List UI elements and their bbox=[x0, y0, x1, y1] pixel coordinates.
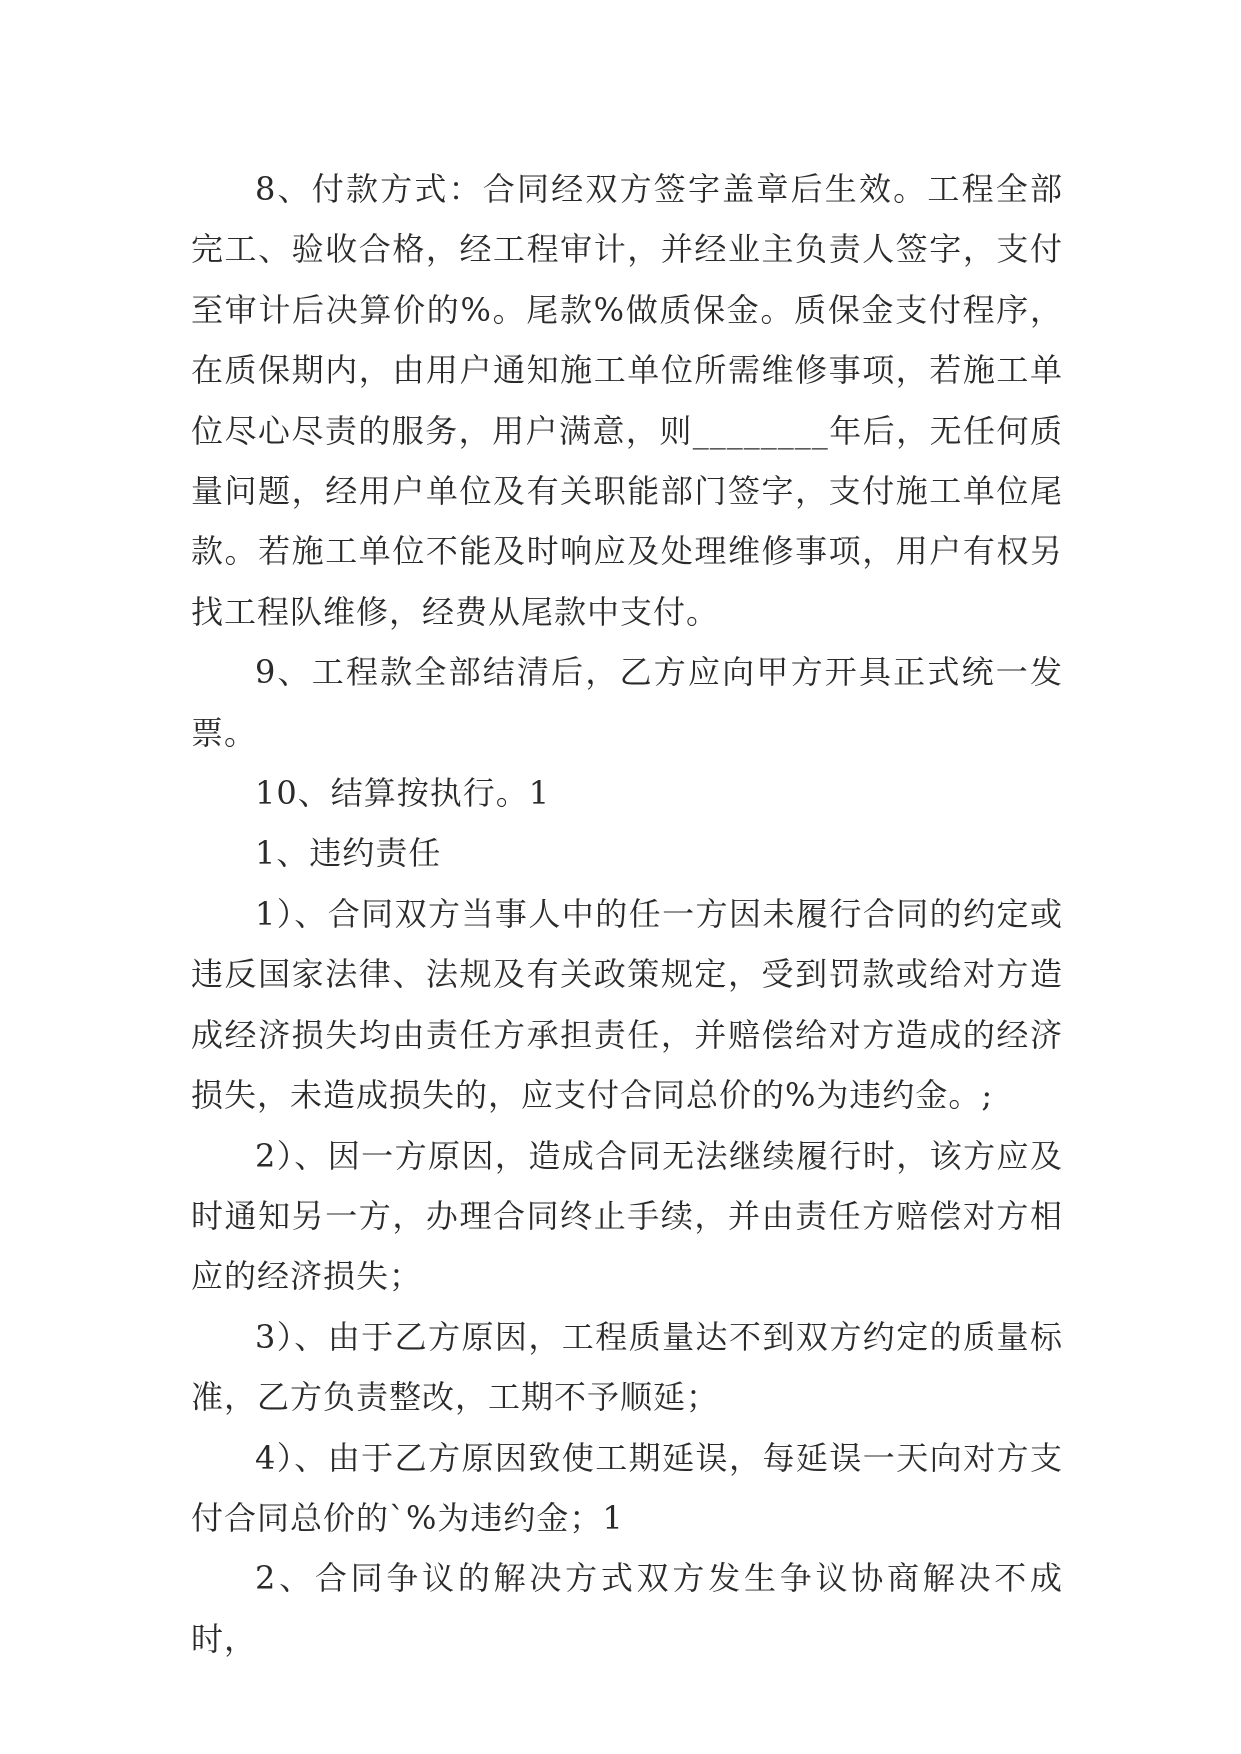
contract-body bbox=[191, 159, 1063, 1669]
paragraph-liability-4: 4）、由于乙方原因致使工期延误，每延误一天向对方支付合同总价的`%为违约金；1 bbox=[191, 1438, 1063, 1537]
paragraph-liability-3: 3）、由于乙方原因，工程质量达不到双方约定的质量标准，乙方负责整改，工期不予顺延； bbox=[191, 1317, 1063, 1417]
section-heading-liability: 1、违约责任 bbox=[255, 834, 442, 873]
paragraph-liability-2: 2）、因一方原因，造成合同无法继续履行时，该方应及时通知另一方，办理合同终止手续，并由责任方赔偿对方相应的经济损失； bbox=[191, 1136, 1063, 1296]
paragraph-invoice: 9、工程款全部结清后，乙方应向甲方开具正式统一发票。 bbox=[191, 653, 1063, 752]
paragraph-dispute-resolution: 2、合同争议的解决方式双方发生争议协商解决不成时， bbox=[191, 1559, 1063, 1658]
paragraph-settlement: 10、结算按执行。1 bbox=[255, 774, 551, 813]
paragraph-liability-1: 1）、合同双方当事人中的任一方因未履行合同的约定或违反国家法律、法规及有关政策规定，受到罚款或给对方造成经济损失均由责任方承担责任，并赔偿给对方造成的经济损失，未造成损失的，应支付合同总价的%为违约金。; bbox=[191, 894, 1063, 1115]
paragraph-payment-terms: 8、付款方式：合同经双方签字盖章后生效。工程全部完工、验收合格，经工程审计，并经业主负责人签字，支付至审计后决算价的%。尾款%做质保金。质保金支付程序，在质保期内，由用户通知施工单位所需维修事项，若施工单位尽心尽责的服务，用户满意，则________年后，无任何质量问题，经用户单位及有关职能部门签字，支付施工单位尾款。若施工单位不能及时响应及处理维修事项，用户有权另找工程队维修，经费从尾款中支付。 bbox=[191, 170, 1063, 631]
